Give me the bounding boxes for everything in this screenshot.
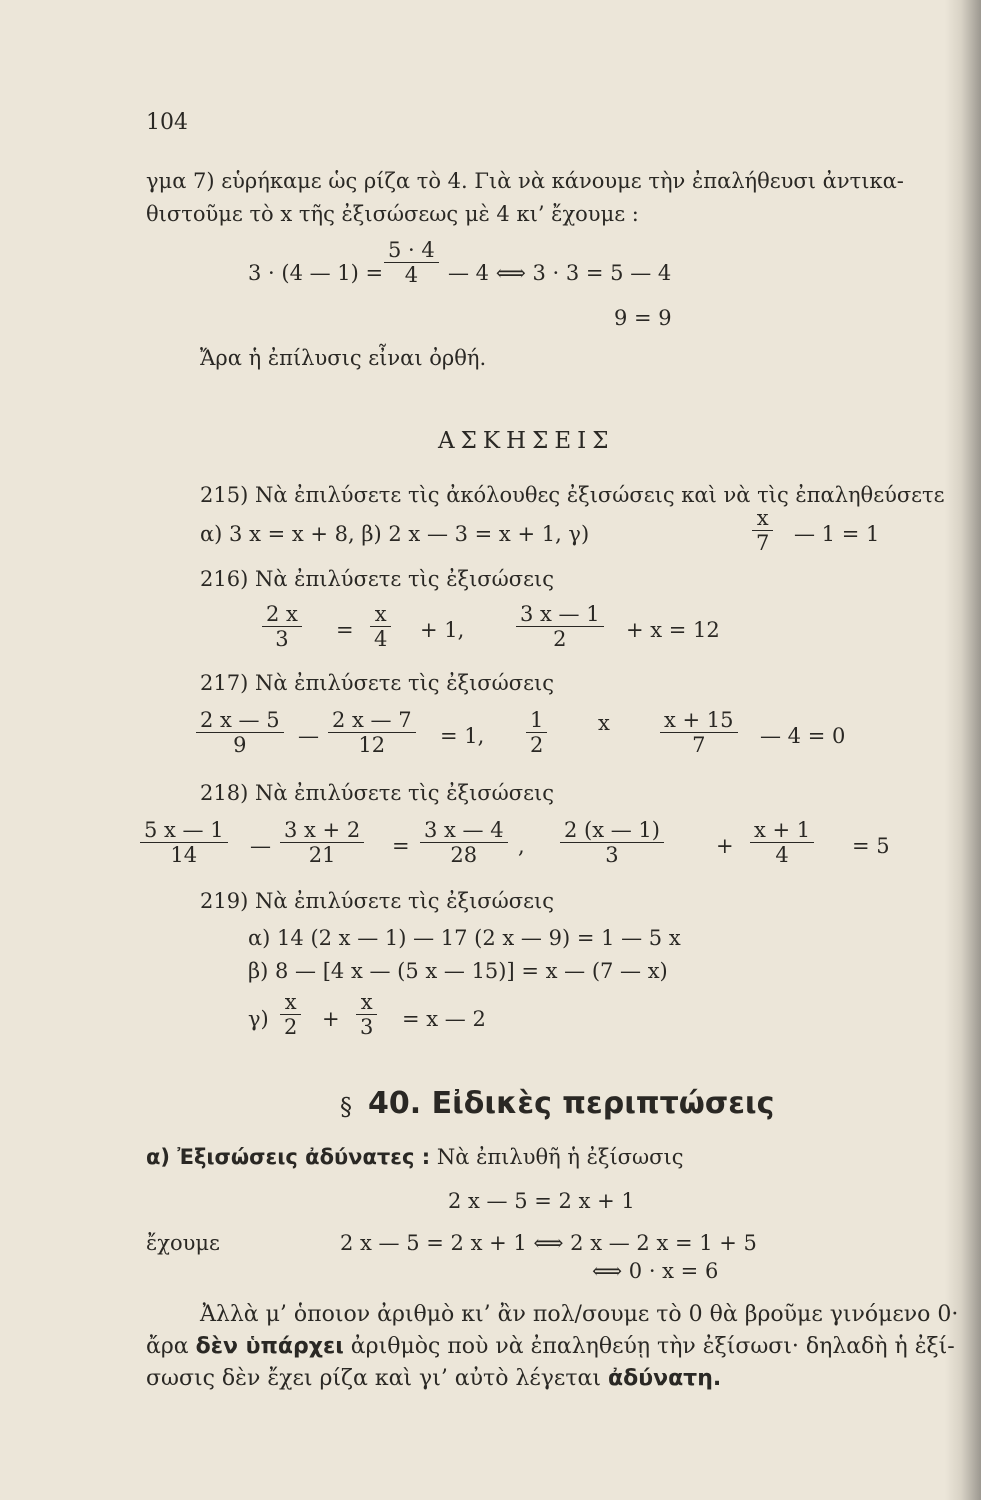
ex217-f1-num: 2 x — 5 [196, 708, 284, 733]
ex216-f3-den: 2 [553, 627, 567, 651]
ex215-equations: α) 3 x = x + 8, β) 2 x — 3 = x + 1, γ) [200, 522, 590, 546]
ex219-g-frac-2 [356, 990, 377, 1039]
subsection-line [146, 1144, 683, 1170]
section-title: 40. Εἰδικὲς περιπτώσεις [368, 1086, 775, 1121]
ex219-g-label: γ) [248, 1007, 269, 1031]
ex219-g-f2-den: 3 [360, 1015, 374, 1039]
check-conclusion: Ἄρα ἡ ἐπίλυσις εἶναι ὀρθή. [200, 346, 487, 370]
ex217-f3-den: 2 [530, 733, 544, 757]
ex217-frac-2 [328, 708, 416, 757]
ex219-g-plus: + [322, 1007, 340, 1031]
ex218-f1-den: 14 [170, 843, 198, 867]
ex218-f5-den: 4 [775, 843, 789, 867]
ex218-f1-num: 5 x — 1 [140, 818, 228, 843]
ex215-g-rest: — 1 = 1 [794, 522, 880, 546]
subsection-label: α) Ἐξισώσεις ἀδύνατες : [146, 1145, 431, 1169]
ex216-equals: = [336, 618, 354, 642]
check-left: 3 · (4 — 1) = [248, 261, 384, 285]
ex216-f2-den: 4 [374, 627, 388, 651]
intro-line-1: γμα 7) εὑρήκαμε ὡς ρίζα τὸ 4. Γιὰ νὰ κάνουμε τὴν ἐπαλήθευσι ἀντικα- [146, 169, 904, 193]
solution-step-1: 2 x — 5 = 2 x + 1 ⟺ 2 x — 2 x = 1 + 5 [340, 1231, 757, 1255]
ex219-g-frac-1 [280, 990, 301, 1039]
ex218-frac-1 [140, 818, 228, 867]
ex216-text: 216) Νὰ ἐπιλύσετε τὶς ἐξισώσεις [200, 567, 554, 591]
check-fraction [384, 238, 439, 287]
ex217-text: 217) Νὰ ἐπιλύσετε τὶς ἐξισώσεις [200, 671, 554, 695]
page-number: 104 [146, 110, 188, 135]
ex219-g-f1-num: x [280, 990, 301, 1015]
paragraph-line-1: Ἀλλὰ μ’ ὁποιον ἀριθμὸ κι’ ἂν πολ/σουμε τὸ 0 θὰ βροῦμε γινόμενο 0· [200, 1302, 959, 1327]
ex217-frac-3 [526, 708, 547, 757]
ex219-g-f2-num: x [356, 990, 377, 1015]
check-frac-den: 4 [404, 263, 419, 287]
check-frac-num: 5 · 4 [384, 238, 439, 263]
ex216-frac-3 [516, 602, 604, 651]
ex217-f1-den: 9 [233, 733, 247, 757]
ex217-frac-5 [660, 708, 738, 757]
ex216-f2-num: x [370, 602, 391, 627]
ex219-a: α) 14 (2 x — 1) — 17 (2 x — 9) = 1 — 5 x [248, 926, 681, 950]
para2-bold: δὲν ὑπάρχει [195, 1334, 344, 1359]
check-right: — 4 ⟺ 3 · 3 = 5 — 4 [448, 261, 672, 285]
ex217-x: x [598, 711, 610, 735]
ex217-f3-num: 1 [526, 708, 547, 733]
ex217-eq-one: = 1, [440, 724, 485, 748]
para3-bold: ἀδύνατη. [608, 1366, 722, 1391]
ex216-f1-den: 3 [275, 627, 289, 651]
ex218-frac-5 [750, 818, 814, 867]
ex216-f3-num: 3 x — 1 [516, 602, 604, 627]
ex218-text: 218) Νὰ ἐπιλύσετε τὶς ἐξισώσεις [200, 781, 554, 805]
ex219-g-f1-den: 2 [284, 1015, 298, 1039]
ex218-f3-num: 3 x — 4 [420, 818, 508, 843]
para2-rest: ἀριθμὸς ποὺ νὰ ἐπαληθεύῃ τὴν ἐξίσωσι· δηλαδὴ ἡ ἐξί- [350, 1334, 955, 1359]
ex215-g-den: 7 [756, 531, 770, 555]
ex218-tail: = 5 [852, 834, 890, 858]
ex218-frac-3 [420, 818, 508, 867]
section-symbol: § [340, 1093, 352, 1121]
ex219-text: 219) Νὰ ἐπιλύσετε τὶς ἐξισώσεις [200, 889, 554, 913]
ex217-f5-num: x + 15 [660, 708, 738, 733]
ex217-minus: — [298, 724, 319, 748]
ex218-plus: + [716, 834, 734, 858]
have-label: ἔχουμε [146, 1231, 220, 1255]
paragraph-line-2 [146, 1334, 955, 1360]
ex217-tail: — 4 = 0 [760, 724, 846, 748]
check-result: 9 = 9 [614, 306, 672, 330]
ex217-frac-1 [196, 708, 284, 757]
ex216-f1-num: 2 x [262, 602, 302, 627]
intro-line-2: θιστοῦμε τὸ x τῆς ἐξισώσεως μὲ 4 κι’ ἔχουμε : [146, 202, 639, 226]
exercises-heading: ΑΣΚΗΣΕΙΣ [438, 428, 615, 454]
ex217-f5-den: 7 [692, 733, 706, 757]
ex218-f4-den: 3 [605, 843, 619, 867]
paragraph-line-3 [146, 1366, 721, 1392]
ex215-g-fraction [752, 506, 773, 555]
ex216-frac-1 [262, 602, 302, 651]
ex216-tail: + x = 12 [626, 618, 720, 642]
ex218-minus: — [250, 834, 271, 858]
para3-start: σωσις δὲν ἔχει ρίζα καὶ γι’ αὐτὸ λέγεται [146, 1366, 601, 1391]
ex218-f2-num: 3 x + 2 [280, 818, 364, 843]
impossible-equation: 2 x — 5 = 2 x + 1 [448, 1189, 635, 1213]
ex218-f4-num: 2 (x — 1) [560, 818, 664, 843]
ex218-frac-2 [280, 818, 364, 867]
ex219-g-tail: = x — 2 [402, 1007, 486, 1031]
ex218-frac-4 [560, 818, 664, 867]
ex217-f2-den: 12 [358, 733, 386, 757]
ex218-comma: , [518, 834, 525, 858]
ex218-f5-num: x + 1 [750, 818, 814, 843]
ex218-f2-den: 21 [308, 843, 336, 867]
ex215-text: 215) Νὰ ἐπιλύσετε τὶς ἀκόλουθες ἐξισώσεις καὶ νὰ τὶς ἐπαληθεύσετε [200, 483, 945, 507]
ex216-frac-2 [370, 602, 391, 651]
ex219-b: β) 8 — [4 x — (5 x — 15)] = x — (7 — x) [248, 959, 668, 983]
ex215-g-num: x [752, 506, 773, 531]
page-edge-shadow [945, 0, 981, 1500]
ex217-f2-num: 2 x — 7 [328, 708, 416, 733]
ex218-f3-den: 28 [450, 843, 478, 867]
ex216-plus-one: + 1, [420, 618, 465, 642]
solution-step-2: ⟺ 0 · x = 6 [592, 1259, 719, 1283]
para2-start: ἄρα [146, 1334, 189, 1359]
subsection-text: Νὰ ἐπιλυθῆ ἡ ἐξίσωσις [436, 1145, 684, 1169]
ex218-equals: = [392, 834, 410, 858]
